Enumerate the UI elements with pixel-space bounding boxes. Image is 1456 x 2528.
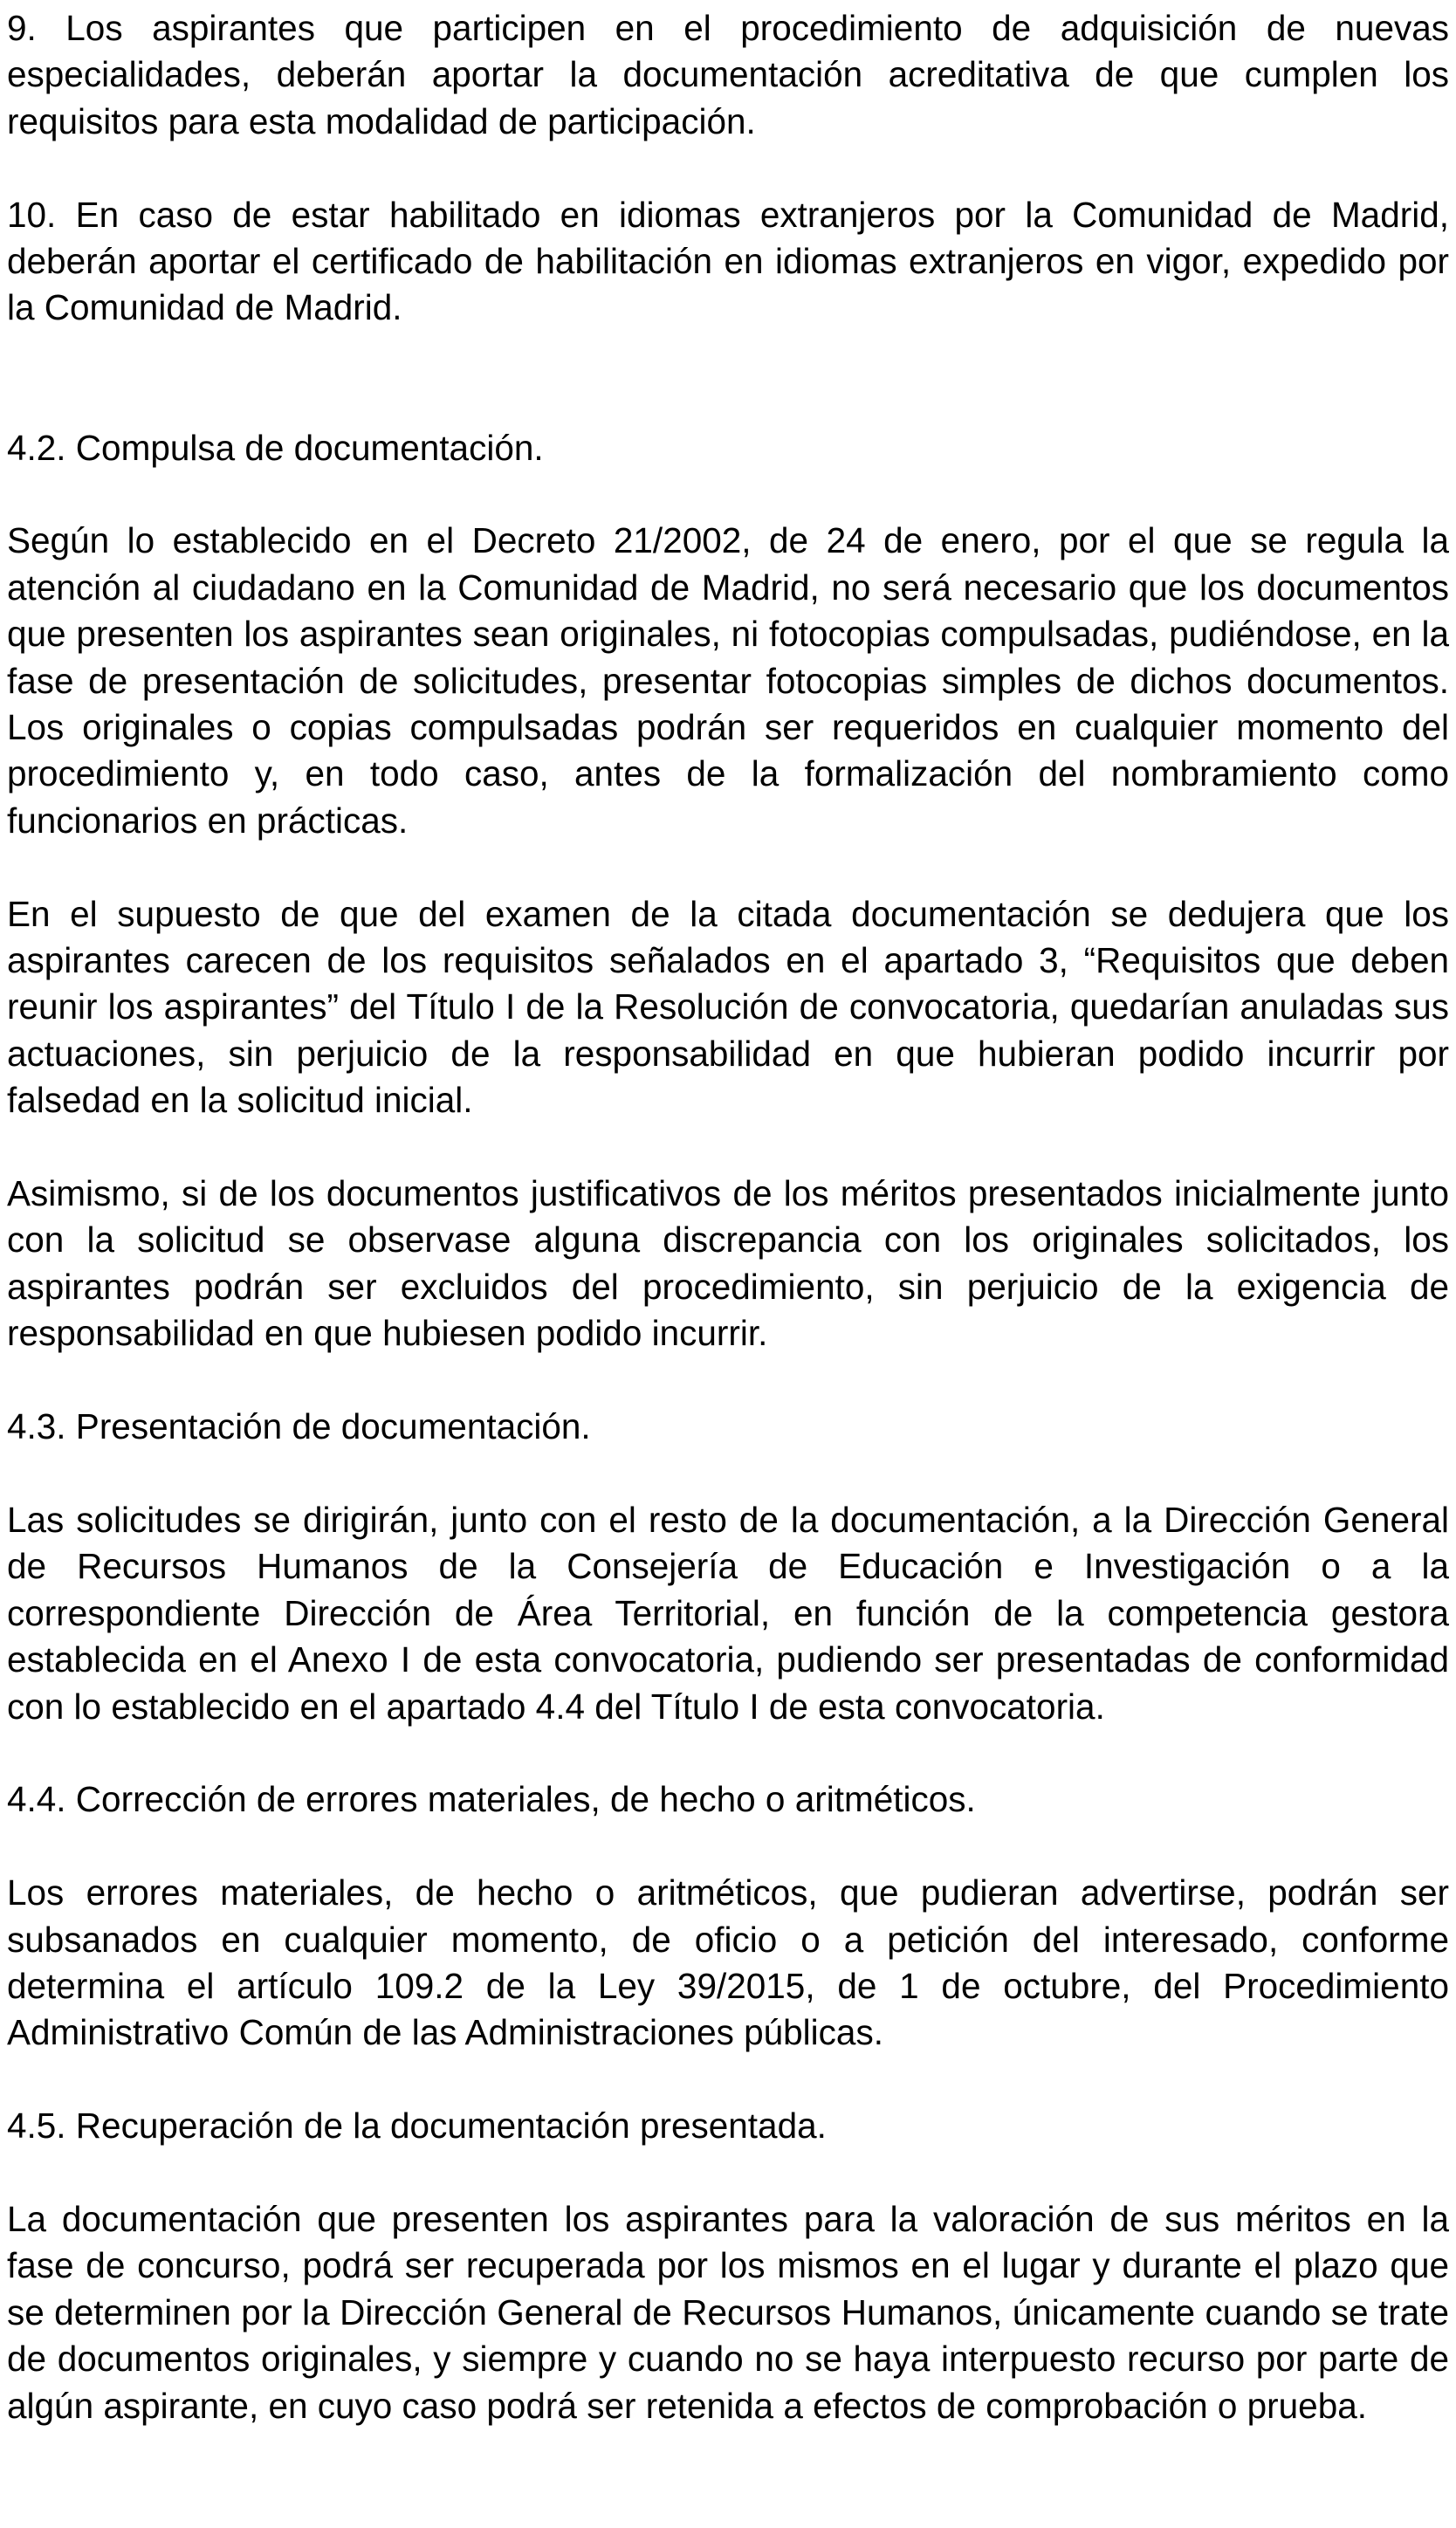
section-heading-4-3: 4.3. Presentación de documentación. (7, 1406, 591, 1447)
paragraph-error-correction: Los errores materiales, de hecho o aritméticos, que pudieran advertirse, podrán ser subsanados en cualquier momento, de oficio o a petición del interesado, conforme determina el artículo 109.2 de la Ley 39/2015, de 1 de octubre, del Procedimiento Administrativo Común de las Administraciones públicas. (7, 1872, 1449, 2053)
paragraph-requirements-annulment: En el supuesto de que del examen de la citada documentación se dedujera que los aspirantes carecen de los requisitos señalados en el apartado 3, “Requisitos que deben reunir los aspirantes” del Título I de la Resolución de convocatoria, quedarían anuladas sus actuaciones, sin perjuicio de la responsabilidad en que hubieran podido incurrir por falsedad en la solicitud inicial. (7, 893, 1449, 1121)
paragraph-9-new-specialties: 9. Los aspirantes que participen en el procedimiento de adquisición de nuevas especialidades, deberán aportar la documentación acreditativa de que cumplen los requisitos para esta modalidad de participación. (7, 8, 1449, 141)
section-heading-4-2: 4.2. Compulsa de documentación. (7, 427, 544, 468)
paragraph-submission-address: Las solicitudes se dirigirán, junto con el resto de la documentación, a la Dirección General de Recursos Humanos de la Consejería de Educación e Investigación o a la correspondiente Dirección de Área Territorial, en función de la competencia gestora establecida en el Anexo I de esta convocatoria, pudiendo ser presentadas de conformidad con lo establecido en el apartado 4.4 del Título I de esta convocatoria. (7, 1499, 1449, 1727)
paragraph-document-recovery: La documentación que presenten los aspirantes para la valoración de sus méritos en la fase de concurso, podrá ser recuperada por los mismos en el lugar y durante el plazo que se determinen por la Dirección General de Recursos Humanos, únicamente cuando se trate de documentos originales, y siempre y cuando no se haya interpuesto recurso por parte de algún aspirante, en cuyo caso podrá ser retenida a efectos de comprobación o prueba. (7, 2198, 1449, 2426)
paragraph-10-language-certificate: 10. En caso de estar habilitado en idiomas extranjeros por la Comunidad de Madrid, deberán aportar el certificado de habilitación en idiomas extranjeros en vigor, expedido por la Comunidad de Madrid. (7, 194, 1449, 328)
section-heading-4-4: 4.4. Corrección de errores materiales, de hecho o aritméticos. (7, 1779, 976, 1820)
section-heading-4-5: 4.5. Recuperación de la documentación presentada. (7, 2106, 827, 2147)
paragraph-compulsa-decree: Según lo establecido en el Decreto 21/2002, de 24 de enero, por el que se regula la atención al ciudadano en la Comunidad de Madrid, no será necesario que los documentos que presenten los aspirantes sean originales, ni fotocopias compulsadas, pudiéndose, en la fase de presentación de solicitudes, presentar fotocopias simples de dichos documentos. Los originales o copias compulsadas podrán ser requeridos en cualquier momento del procedimiento y, en todo caso, antes de la formalización del nombramiento como funcionarios en prácticas. (7, 520, 1449, 841)
paragraph-discrepancy-exclusion: Asimismo, si de los documentos justificativos de los méritos presentados inicialmente junto con la solicitud se observase alguna discrepancia con los originales solicitados, los aspirantes podrán ser excluidos del procedimiento, sin perjuicio de la exigencia de responsabilidad en que hubiesen podido incurrir. (7, 1173, 1449, 1354)
document-page (7, 5, 1449, 2476)
